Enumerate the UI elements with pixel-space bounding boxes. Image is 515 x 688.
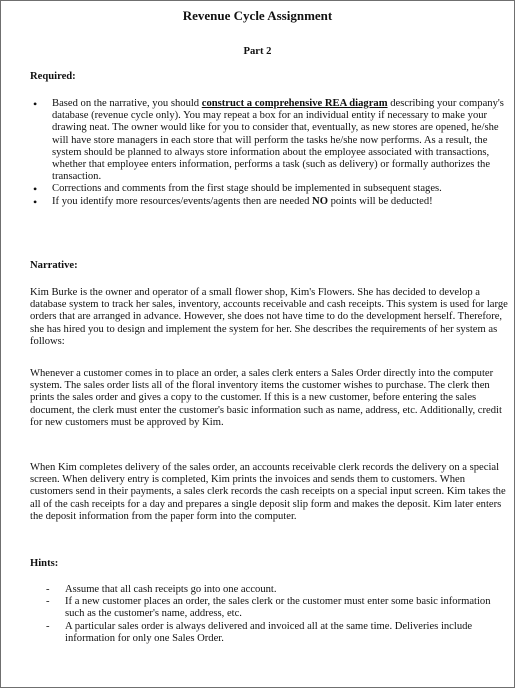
hint-item: - If a new customer places an order, the sales clerk or the customer must enter some basic information such as the customer's name, address, etc.: [30, 596, 508, 620]
narrative-paragraph: Kim Burke is the owner and operator of a small flower shop, Kim's Flowers. She has decided to develop a database system to track her sales, inventory, accounts receivable and cash receipts. This system is used for large orders that are arranged in advance. However, she does not have time to do the development herself. Therefore, she has hired you to design and implement the system for her. She describes the requirements of her system as follows:: [30, 287, 508, 347]
hints-heading: Hints:: [30, 558, 59, 569]
narrative-paragraph: When Kim completes delivery of the sales order, an accounts receivable clerk records the delivery on a special screen. When delivery entry is completed, Kim prints the invoices and sends them to customers. When customers send in their payments, a sales clerk records the cash receipts on a special input screen. Kim takes the all of the cash receipts for a day and prepares a single deposit slip form and makes the deposit. Kim later enters the deposit information from the paper form into the computer.: [30, 462, 506, 522]
required-item: • Corrections and comments from the first stage should be implemented in subsequent stages.: [30, 183, 508, 195]
required-list: [30, 98, 508, 208]
narrative-paragraph: Whenever a customer comes in to place an order, a sales clerk enters a Sales Order directly into the computer system. The sales order lists all of the floral inventory items the customer wishes to purchase. The clerk then prints the sales order and gives a copy to the customer. If this is a new customer, before entering the sales document, the clerk must enter the customer's basic information such as name, address, etc. Additionally, credit for new customers must be approved by Kim.: [30, 368, 502, 428]
rea-diagram-emphasis: construct a comprehensive REA diagram: [201, 98, 388, 109]
no-emphasis: NO: [312, 195, 328, 207]
hints-list: [30, 584, 508, 645]
required-item: • If you identify more resources/events/agents then are needed NO points will be deducted!: [30, 196, 508, 208]
hint-item: - Assume that all cash receipts go into one account.: [30, 584, 508, 596]
narrative-heading: Narrative:: [30, 260, 78, 271]
part-label: Part 2: [243, 46, 272, 57]
hint-item: - A particular sales order is always delivered and invoiced all at the same time. Deliveries include information for only one Sales Order.: [30, 621, 508, 645]
document-title: Revenue Cycle Assignment: [182, 8, 333, 23]
required-item: • Based on the narrative, you should construct a comprehensive REA diagram describing your company's database (revenue cycle only). You may repeat a box for an individual entity if necessary to make your drawing neat. The owner would like for you to consider that, eventually, as new stores are opened, he/she will have store managers in each store that will perform the tasks he/she now performs. As a result, the system should be planned to always store information about the employee associated with transactions, whether that employee enters information, performs a task (such as delivery) or formally authorizes the transaction.: [30, 98, 508, 183]
required-heading: Required:: [30, 71, 76, 82]
